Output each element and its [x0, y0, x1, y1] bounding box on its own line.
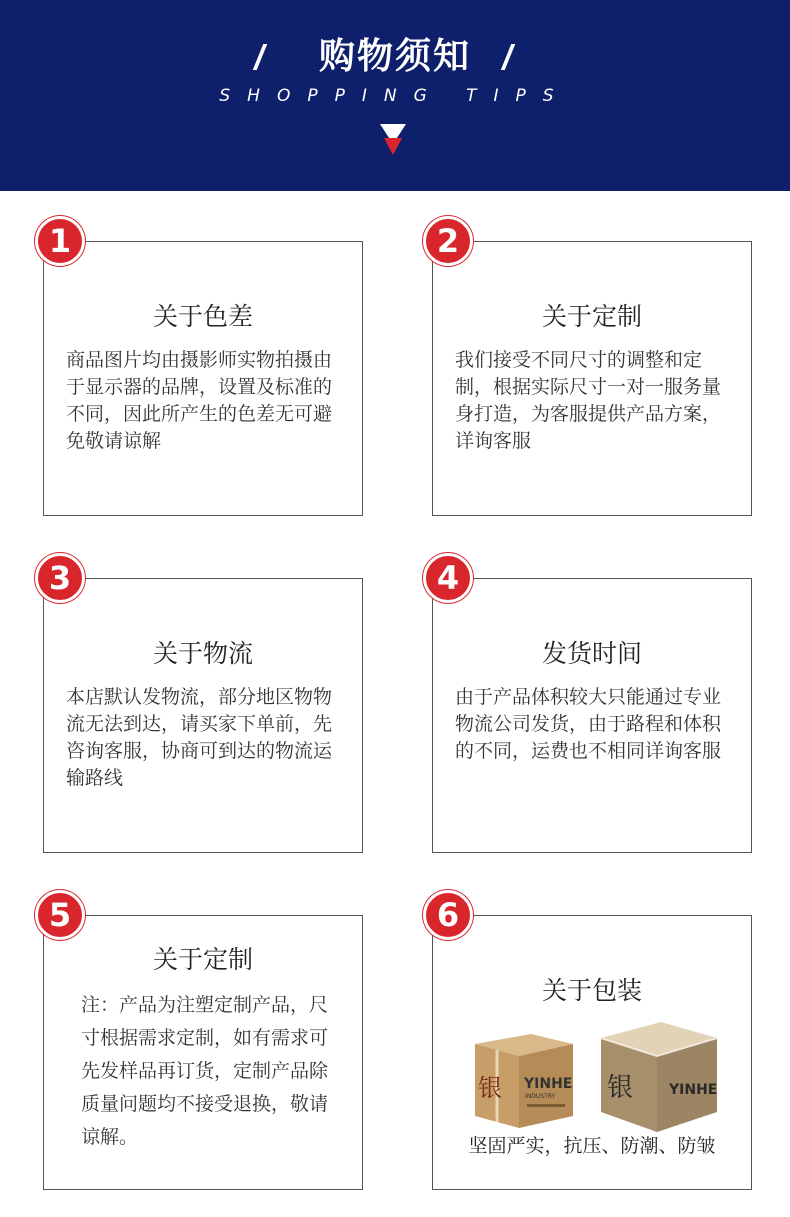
- card-title: 关于定制: [152, 945, 253, 974]
- number-badge: 6: [423, 890, 473, 940]
- number-badge: 4: [423, 553, 473, 603]
- tip-card-custom-2: [43, 915, 363, 1190]
- number-badge: 3: [35, 553, 85, 603]
- tip-card-custom: [432, 241, 752, 516]
- svg-text:银: 银: [607, 1073, 634, 1103]
- wrapped-box-image: [591, 1016, 721, 1134]
- down-arrow-icon: [378, 122, 408, 158]
- tip-card-packaging: [432, 915, 752, 1190]
- page-title: 购物须知: [318, 36, 471, 77]
- box-brand-text: YINHE: [524, 1076, 573, 1092]
- card-body: 由于产品体积较大只能通过专业物流公司发货，由于路程和体积的不同，运费也不相同详询客服: [455, 686, 722, 762]
- number-badge: 2: [423, 216, 473, 266]
- packaging-caption: 坚固严实，抗压、防潮、防皱: [468, 1135, 716, 1157]
- card-title: 发货时间: [541, 639, 642, 668]
- svg-text:银: 银: [478, 1074, 502, 1102]
- card-body: 我们接受不同尺寸的调整和定制，根据实际尺寸一对一服务量身打造，为客服提供产品方案，详询客服: [455, 349, 722, 452]
- number-badge: 5: [35, 890, 85, 940]
- tip-card-logistics: [43, 578, 363, 853]
- card-body: 本店默认发物流，部分地区物物流无法到达，请买家下单前，先咨询客服，协商可到达的物流运输路线: [66, 686, 333, 789]
- header-banner: [0, 0, 790, 191]
- number-badge: 1: [35, 216, 85, 266]
- card-title: 关于包装: [541, 976, 642, 1005]
- card-body: 商品图片均由摄影师实物拍摄由于显示器的品牌，设置及标准的不同，因此所产生的色差无可避免敬请谅解: [66, 349, 333, 452]
- card-title: 关于物流: [152, 639, 253, 668]
- card-body: 注：产品为注塑定制产品，尺寸根据需求定制，如有需求可先发样品再订货，定制产品除质量问题均不接受退换，敬请谅解。: [81, 994, 329, 1148]
- card-title: 关于色差: [152, 302, 253, 331]
- page-subtitle: SHOPPING TIPS: [219, 86, 571, 106]
- svg-text:YINHE: YINHE: [669, 1082, 718, 1098]
- tip-card-color: [43, 241, 363, 516]
- carton-box-image: [469, 1016, 579, 1134]
- box-brand-sub-text: INDUSTRY: [525, 1093, 556, 1100]
- card-title: 关于定制: [541, 302, 642, 331]
- tip-card-shipping: [432, 578, 752, 853]
